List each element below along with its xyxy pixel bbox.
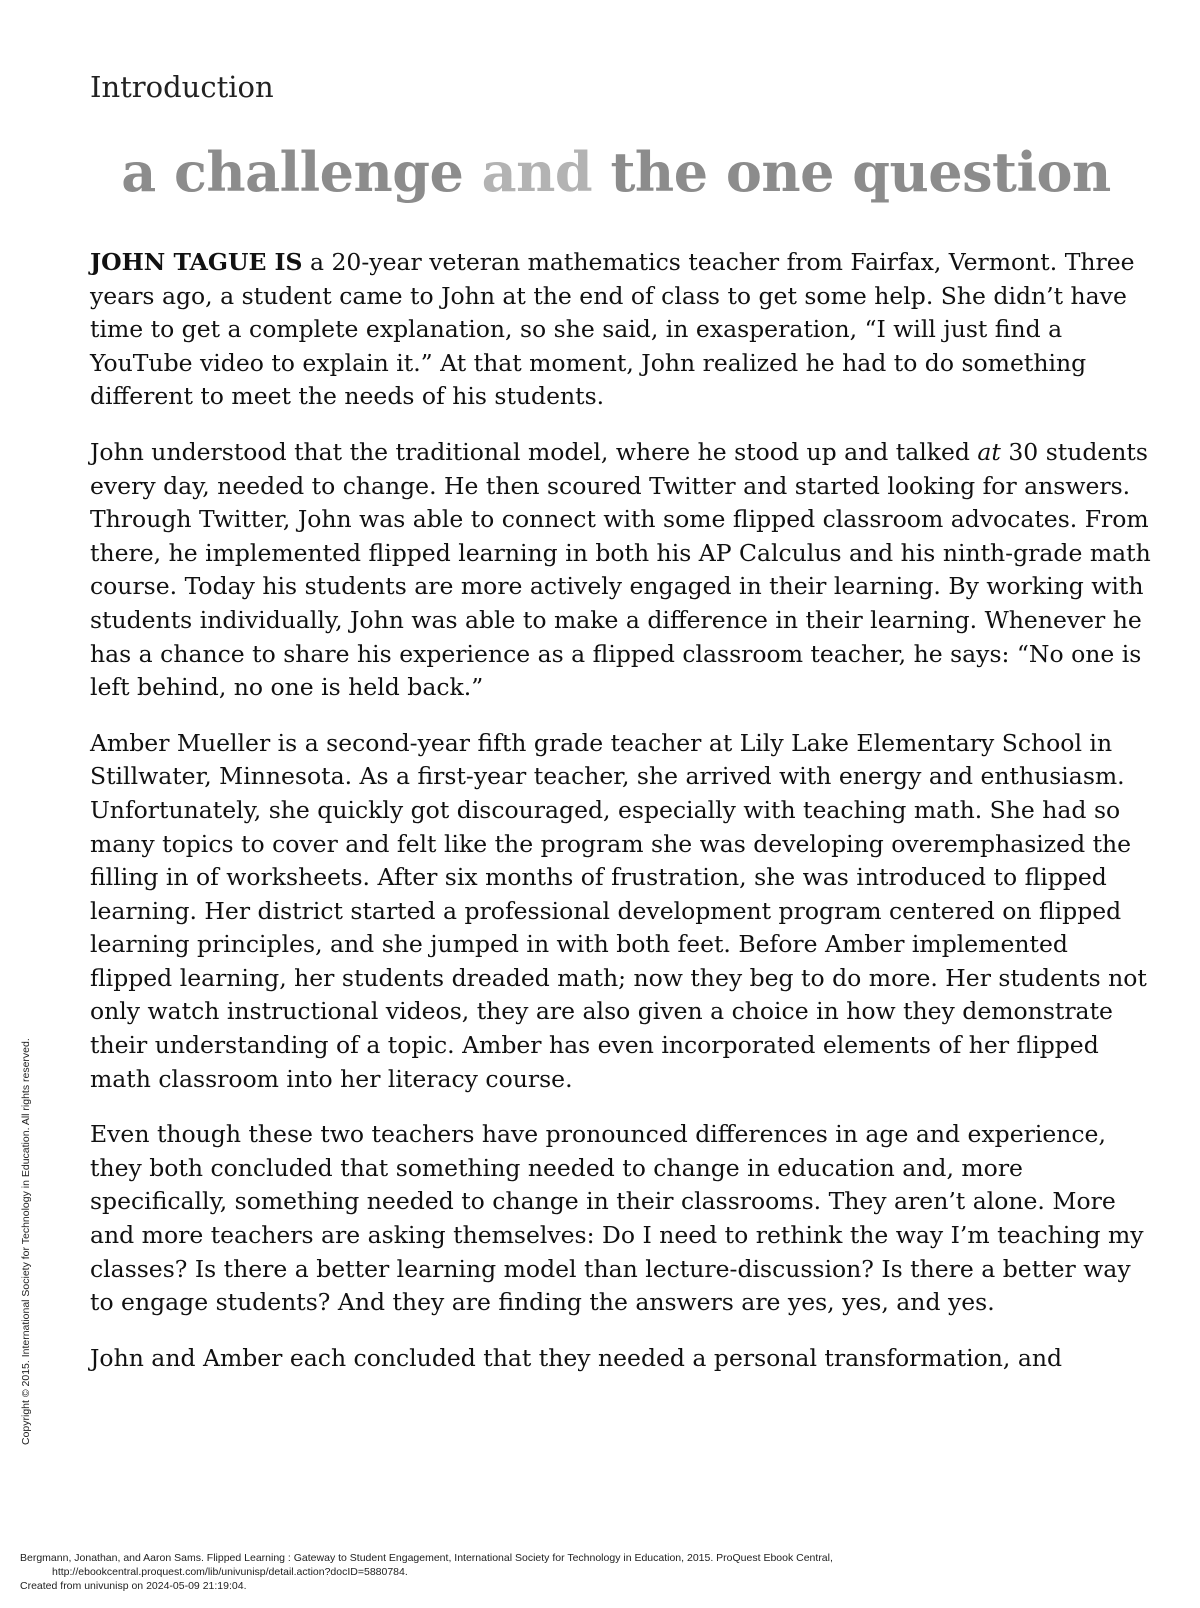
chapter-title-part-3: the one question bbox=[592, 140, 1111, 204]
paragraph-2 bbox=[90, 436, 1152, 705]
paragraph-2-text-a: John understood that the traditional model, where he stood up and talked bbox=[90, 437, 978, 466]
chapter-title-part-2: and bbox=[481, 140, 593, 204]
footer-citation: Bergmann, Jonathan, and Aaron Sams. Flipped Learning : Gateway to Student Engagement, International Society for Technology in Education, 2015. ProQuest Ebook Central, bbox=[20, 1552, 833, 1564]
paragraph-1-lead: JOHN TAGUE IS bbox=[90, 248, 303, 276]
chapter-label: Introduction bbox=[90, 70, 274, 104]
paragraph-2-text-b: 30 students every day, needed to change. He then scoured Twitter and started looking for answers. Through Twitter, John was able to connect with some flipped classroom advocates. From there, he implemented flipped learning in both his AP Calculus and his ninth-grade math course. Today his students are more actively engaged in their learning. By working with students individually, John was able to make a difference in their learning. Whenever he has a chance to share his experience as a flipped classroom teacher, he says: “No one is left behind, no one is held back.” bbox=[90, 437, 1151, 702]
paragraph-4: Even though these two teachers have pronounced differences in age and experience, they both concluded that something needed to change in education and, more specifically, something needed to change in their classrooms. They aren’t alone. More and more teachers are asking themselves: Do I need to rethink the way I’m teaching my classes? Is there a better learning model than lecture-discussion? Is there a better way to engage students? And they are finding the answers are yes, yes, and yes. bbox=[90, 1120, 1144, 1317]
copyright-notice: Copyright © 2015. International Society for Technology in Education. All rights reserved. bbox=[20, 1038, 32, 1445]
paragraph-2-emphasis: at bbox=[977, 437, 1001, 466]
citation-footer bbox=[20, 1551, 1180, 1593]
paragraph-5: John and Amber each concluded that they needed a personal transformation, and bbox=[90, 1343, 1063, 1372]
footer-url[interactable]: http://ebookcentral.proquest.com/lib/univunisp/detail.action?docID=5880784. bbox=[52, 1566, 408, 1578]
paragraph-3: Amber Mueller is a second-year fifth grade teacher at Lily Lake Elementary School in Stillwater, Minnesota. As a first-year teacher, she arrived with energy and enthusiasm. Unfortunately, she quickly got discouraged, especially with teaching math. She had so many topics to cover and felt like the program she was developing overemphasized the filling in of worksheets. After six months of frustration, she was introduced to flipped learning. Her district started a professional development program centered on flipped learning principles, and she jumped in with both feet. Before Amber implemented flipped learning, her students dreaded math; now they beg to do more. Her students not only watch instructional videos, they are also given a choice in how they demonstrate their understanding of a topic. Amber has even incorporated elements of her flipped math classroom into her literacy course. bbox=[90, 728, 1147, 1093]
paragraph-1-text: a 20-year veteran mathematics teacher from Fairfax, Vermont. Three years ago, a student came to John at the end of class to get some help. She didn’t have time to get a complete explanation, so she said, in exasperation, “I will just find a YouTube video to explain it.” At that moment, John realized he had to do something different to meet the needs of his students. bbox=[90, 248, 1135, 411]
paragraph-1 bbox=[90, 246, 1152, 414]
body-text bbox=[90, 246, 1152, 1397]
chapter-title-part-1: a challenge bbox=[121, 140, 482, 204]
chapter-title bbox=[0, 140, 1200, 204]
footer-created: Created from univunisp on 2024-05-09 21:19:04. bbox=[20, 1580, 247, 1592]
